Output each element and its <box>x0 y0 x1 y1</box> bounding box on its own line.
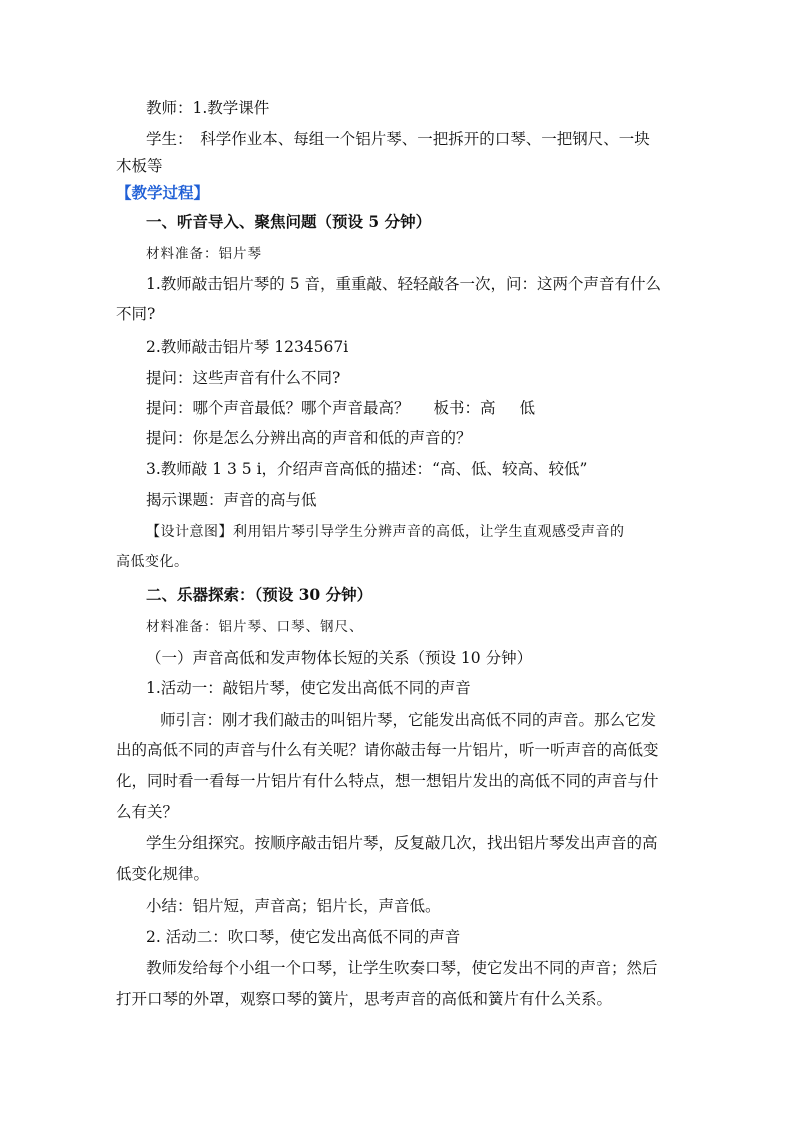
section2-harmonica-line-2: 打开口琴的外罩，观察口琴的簧片，思考声音的高低和簧片有什么关系。 <box>116 990 613 1008</box>
prep-student-line-2: 木板等 <box>116 157 163 175</box>
section2-guide-line-4: 么有关？ <box>116 803 179 821</box>
section2-harmonica-line-1: 教师发给每个小组一个口琴，让学生吹奏口琴，使它发出不同的声音；然后 <box>146 959 658 977</box>
prep-student-line-1: 学生： 科学作业本、每组一个铝片琴、一把拆开的口琴、一把钢尺、一块 <box>146 130 650 148</box>
section1-question-1: 提问：这些声音有什么不同? <box>146 369 341 387</box>
section1-intent-line-2: 高低变化。 <box>116 554 189 570</box>
section1-heading: 一、听音导入、聚焦问题（预设 5 分钟） <box>146 212 432 231</box>
section2-activity-2: 2. 活动二：吹口琴，使它发出高低不同的声音 <box>146 928 461 946</box>
section1-question-2-row <box>146 398 535 418</box>
section2-group-line-2: 低变化规律。 <box>116 865 210 883</box>
section1-p2: 2.教师敲击铝片琴 1234567i <box>146 338 349 356</box>
section2-heading: 二、乐器探索：（预设 30 分钟） <box>146 585 373 604</box>
section2-group-line-1: 学生分组探究。按顺序敲击铝片琴，反复敲几次，找出铝片琴发出声音的高 <box>146 834 658 852</box>
prep-teacher: 教师：1.教学课件 <box>146 99 270 117</box>
process-heading: 【教学过程】 <box>116 184 210 202</box>
section1-intent-line-1: 【设计意图】利用铝片琴引导学生分辨声音的高低，让学生直观感受声音的 <box>146 524 625 540</box>
section2-guide-line-3: 化，同时看一看每一片铝片有什么特点，想一想铝片发出的高低不同的声音与什 <box>116 772 659 790</box>
board-label: 板书：高 <box>433 399 496 417</box>
section2-guide-line-2: 出的高低不同的声音与什么有关呢？请你敲击每一片铝片，听一听声音的高低变 <box>116 741 659 759</box>
section1-p1-line-1: 1.教师敲击铝片琴的 5 音，重重敲、轻轻敲各一次，问：这两个声音有什么 <box>146 275 662 293</box>
section1-p3: 3.教师敲 1 3 5 i，介绍声音高低的描述：“高、低、较高、较低” <box>146 460 588 478</box>
section2-materials: 材料准备：铝片琴、口琴、钢尺、 <box>146 619 364 635</box>
section2-guide-line-1: 师引言：刚才我们敲击的叫铝片琴，它能发出高低不同的声音。那么它发 <box>160 711 657 729</box>
section2-activity-1: 1.活动一：敲铝片琴，使它发出高低不同的声音 <box>146 679 471 697</box>
section1-p1-line-2: 不同? <box>116 305 156 323</box>
section1-question-2: 提问：哪个声音最低？哪个声音最高？ <box>146 399 410 417</box>
section1-question-3: 提问：你是怎么分辨出高的声音和低的声音的？ <box>146 429 472 447</box>
section1-materials: 材料准备：铝片琴 <box>146 246 262 262</box>
board-low: 低 <box>519 399 536 417</box>
section1-topic: 揭示课题：声音的高与低 <box>146 491 317 509</box>
section2-summary: 小结：铝片短，声音高；铝片长，声音低。 <box>146 897 441 915</box>
section2-subheading-1: （一）声音高低和发声物体长短的关系（预设 10 分钟） <box>146 649 533 667</box>
